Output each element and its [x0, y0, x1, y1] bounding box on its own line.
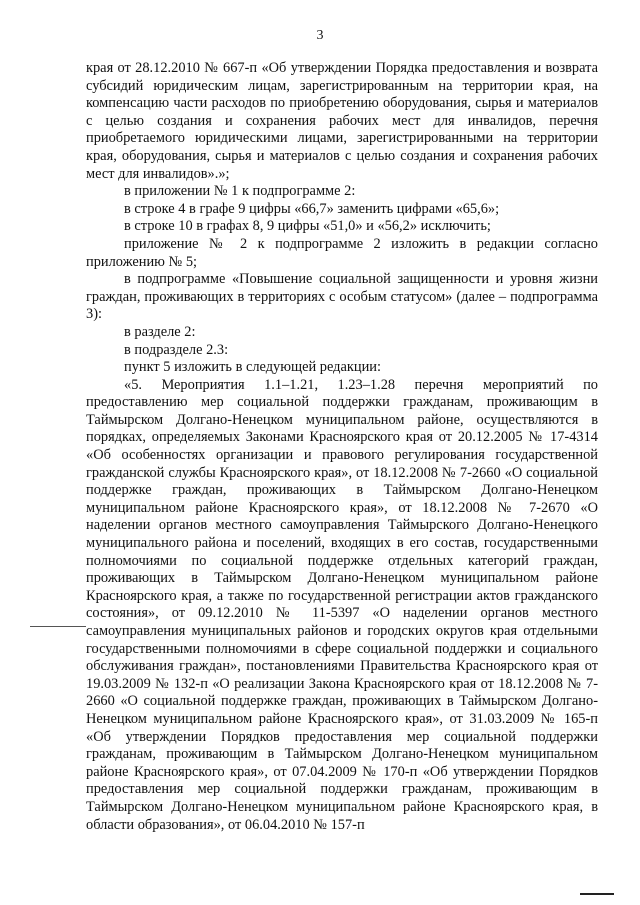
paragraph: в разделе 2:	[124, 323, 196, 340]
page-number: 3	[316, 28, 324, 43]
document-body	[86, 60, 598, 834]
paragraph: пункт 5 изложить в следующей редакции:	[124, 359, 381, 376]
footer-mark	[580, 893, 614, 895]
paragraph: в строке 4 в графе 9 цифры «66,7» заменить цифрами «65,6»;	[124, 200, 500, 217]
paragraph: в строке 10 в графах 8, 9 цифры «51,0» и «56,2» исключить;	[124, 218, 491, 235]
paragraph-continuation: края от 28.12.2010 № 667-п «Об утверждении Порядка предоставления и возврата субсидий юридическим лицам, зарегистрированным на территории края, на компенсацию части расходов по приобретению оборудования, сырья и материалов с целью создания и сохранения рабочих мест для инвалидов, перечня приобретаемого юридическими лицами, зарегистрированными на территории края, оборудования, сырья и материалов с целью создания и сохранения рабочих мест для инвалидов».»;	[86, 60, 598, 182]
paragraph: приложение № 2 к подпрограмме 2 изложить в редакции согласно приложению № 5;	[86, 235, 598, 270]
paragraph: в подпрограмме «Повышение социальной защищенности и уровня жизни граждан, проживающих в территориях с особым статусом» (далее – подпрограмма 3):	[86, 271, 598, 323]
paragraph-item-5: «5. Мероприятия 1.1–1.21, 1.23–1.28 перечня мероприятий по предоставлению мер социальной поддержки гражданам, проживающим в Таймырском Долгано-Ненецком муниципальном районе, осуществляются в порядках, определяемых Законами Красноярского края от 20.12.2005 № 17-4314 «Об особенностях организации и правового регулирования государственной гражданской службы Красноярского края», от 18.12.2008 № 7-2660 «О социальной поддержке граждан, проживающих в Таймырском Долгано-Ненецком муниципальном районе Красноярского края», от 18.12.2008 № 7-2670 «О наделении органов местного самоуправления Таймырского Долгано-Ненецкого муниципального района и поселений, входящих в его состав, государственными полномочиями по социальной поддержке отдельных категорий граждан, проживающих в Таймырском Долгано-Ненецком муниципальном районе Красноярского края, а также по государственной регистрации актов гражданского состояния», от 09.12.2010 № 11-5397 «О наделении органов местного самоуправления муниципальных районов и городских округов края отдельными государственными полномочиями в сфере социальной поддержки и социального обслуживания граждан», постановлениями Правительства Красноярского края от 19.03.2009 № 132-п «О реализации Закона Красноярского края от 18.12.2008 № 7-2660 «О социальной поддержке граждан, проживающих в Таймырском Долгано-Ненецком муниципальном районе Красноярского края», от 31.03.2009 № 165-п «Об утверждении Порядков предоставления мер социальной поддержки гражданам, проживающим в Таймырском Долгано-Ненецком муниципальном районе Красноярского края», от 07.04.2009 № 170-п «Об утверждении Порядков предоставления мер социальной поддержки гражданам, проживающим в Таймырском Долгано-Ненецком муниципальном районе Красноярского края, в области образования», от 06.04.2010 № 157-п	[86, 376, 598, 833]
margin-line	[30, 626, 86, 627]
paragraph: в подразделе 2.3:	[124, 341, 229, 358]
paragraph: в приложении № 1 к подпрограмме 2:	[124, 183, 356, 200]
